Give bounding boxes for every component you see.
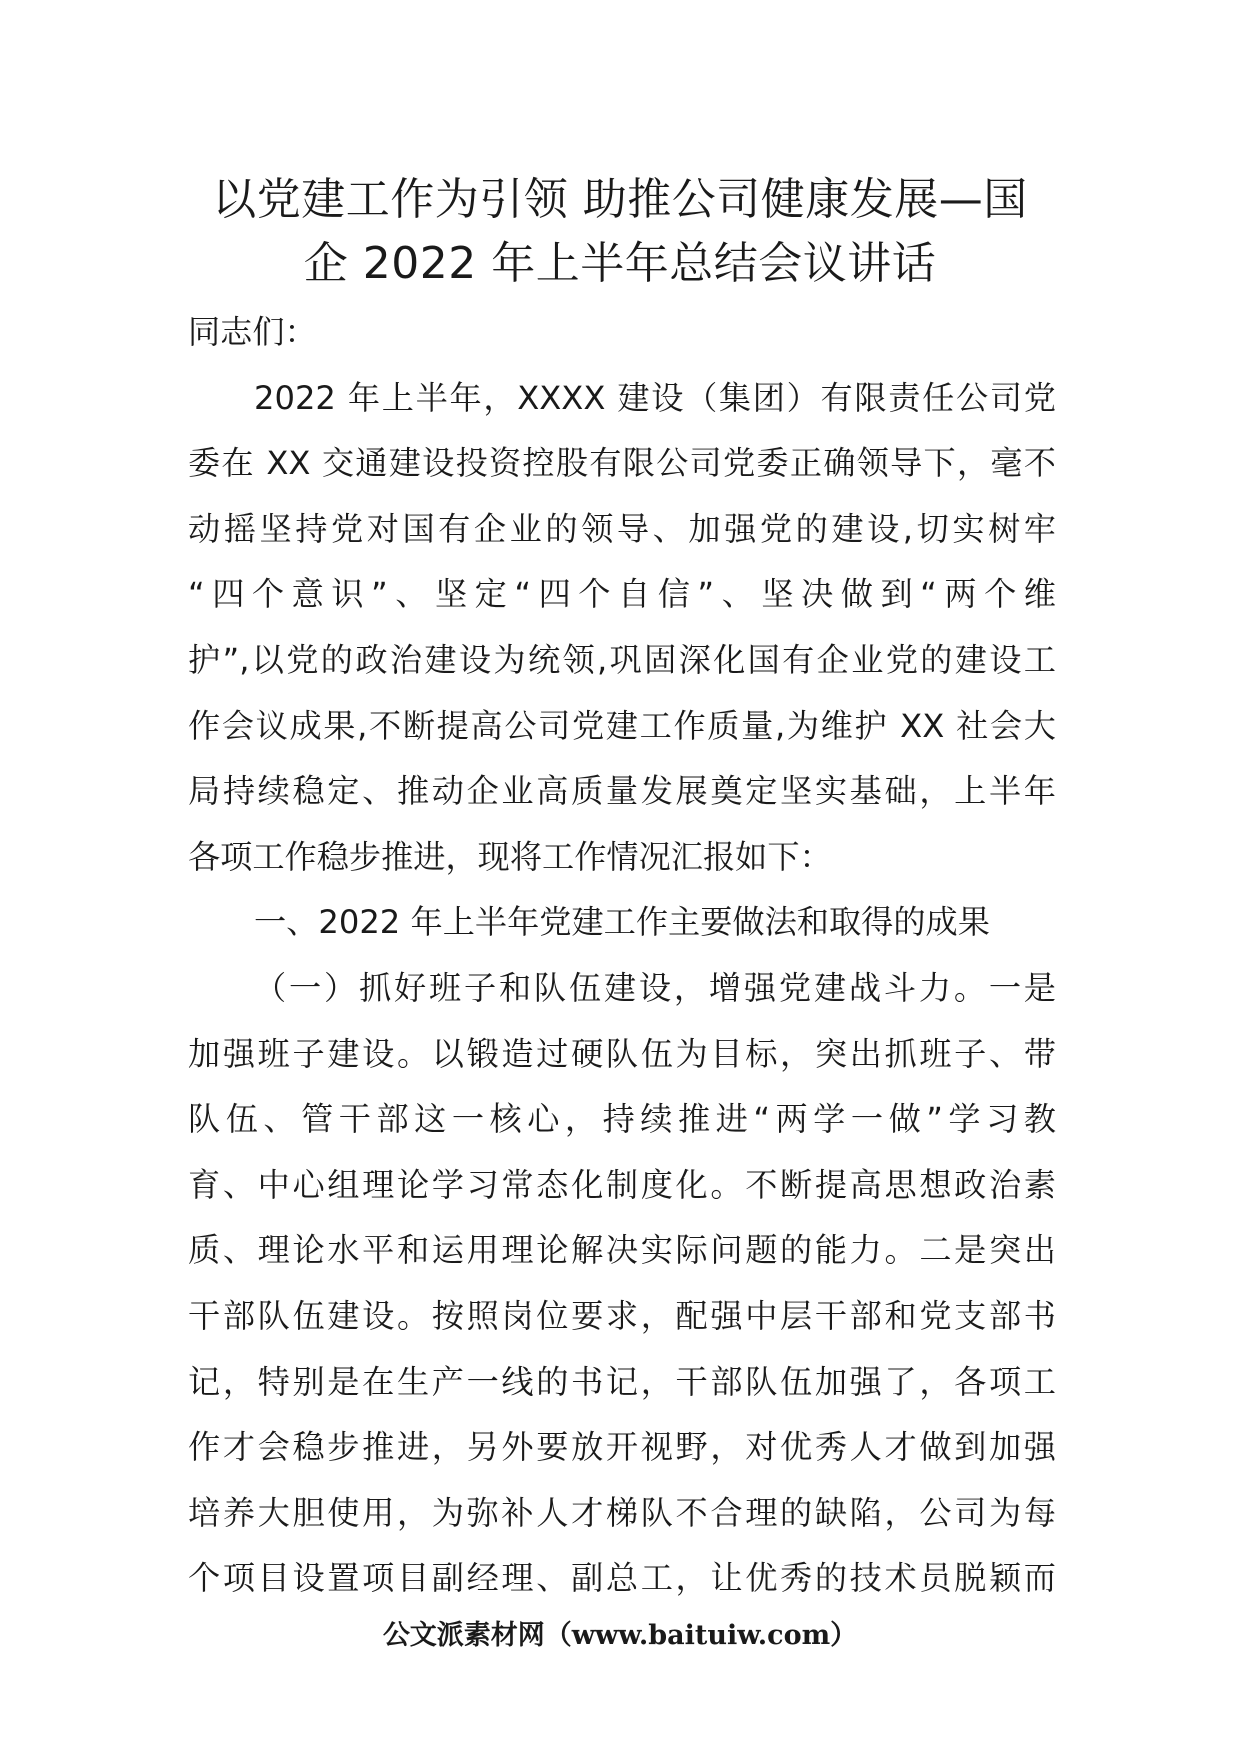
paragraph-line: 质、理论水平和运用理论解决实际问题的能力。二是突出: [188, 1231, 1056, 1270]
paragraph-line: 作会议成果,不断提高公司党建工作质量,为维护 XX 社会大: [188, 706, 1056, 745]
paragraph-line: 个项目设置项目副经理、副总工，让优秀的技术员脱颖而: [188, 1559, 1056, 1598]
title-line-2: 企 2022 年上半年总结会议讲话: [303, 238, 937, 289]
paragraph-2: [188, 956, 1056, 1612]
paragraph-line: 作才会稳步推进，另外要放开视野，对优秀人才做到加强: [188, 1428, 1056, 1467]
paragraph-line: 育、中心组理论学习常态化制度化。不断提高思想政治素: [188, 1165, 1056, 1204]
paragraph-line: 队伍、管干部这一核心，持续推进“两学一做”学习教: [188, 1100, 1056, 1139]
document-title: [180, 168, 1060, 296]
paragraph-line: 委在 XX 交通建设投资控股有限公司党委正确领导下，毫不: [188, 444, 1056, 483]
paragraph-line: 干部队伍建设。按照岗位要求，配强中层干部和党支部书: [188, 1296, 1056, 1335]
footer-watermark: 公文派素材网（www.baituiw.com）: [382, 1620, 858, 1651]
paragraph-line: 加强班子建设。以锻造过硬队伍为目标，突出抓班子、带: [188, 1034, 1056, 1073]
document-body: [188, 300, 1056, 1612]
paragraph-1: [188, 366, 1056, 891]
title-line-1: 以党建工作为引领 助推公司健康发展—国: [212, 174, 1028, 225]
salutation: 同志们：: [188, 313, 317, 351]
paragraph-line: 护”,以党的政治建设为统领,巩固深化国有企业党的建设工: [188, 640, 1056, 679]
paragraph-line: 2022 年上半年，XXXX 建设（集团）有限责任公司党: [254, 378, 1056, 417]
paragraph-line: 局持续稳定、推动企业高质量发展奠定坚实基础，上半年: [188, 772, 1056, 811]
paragraph-line: “四个意识”、坚定“四个自信”、坚决做到“两个维: [188, 575, 1056, 614]
paragraph-line: 培养大胆使用，为弥补人才梯队不合理的缺陷，公司为每: [188, 1493, 1056, 1532]
paragraph-line: （一）抓好班子和队伍建设，增强党建战斗力。一是: [254, 968, 1056, 1007]
paragraph-line: 动摇坚持党对国有企业的领导、加强党的建设,切实树牢: [188, 509, 1056, 548]
paragraph-line: 各项工作稳步推进，现将工作情况汇报如下：: [188, 837, 832, 876]
section-heading: 一、2022 年上半年党建工作主要做法和取得的成果: [254, 903, 990, 942]
paragraph-line: 记，特别是在生产一线的书记，干部队伍加强了，各项工: [188, 1362, 1056, 1401]
